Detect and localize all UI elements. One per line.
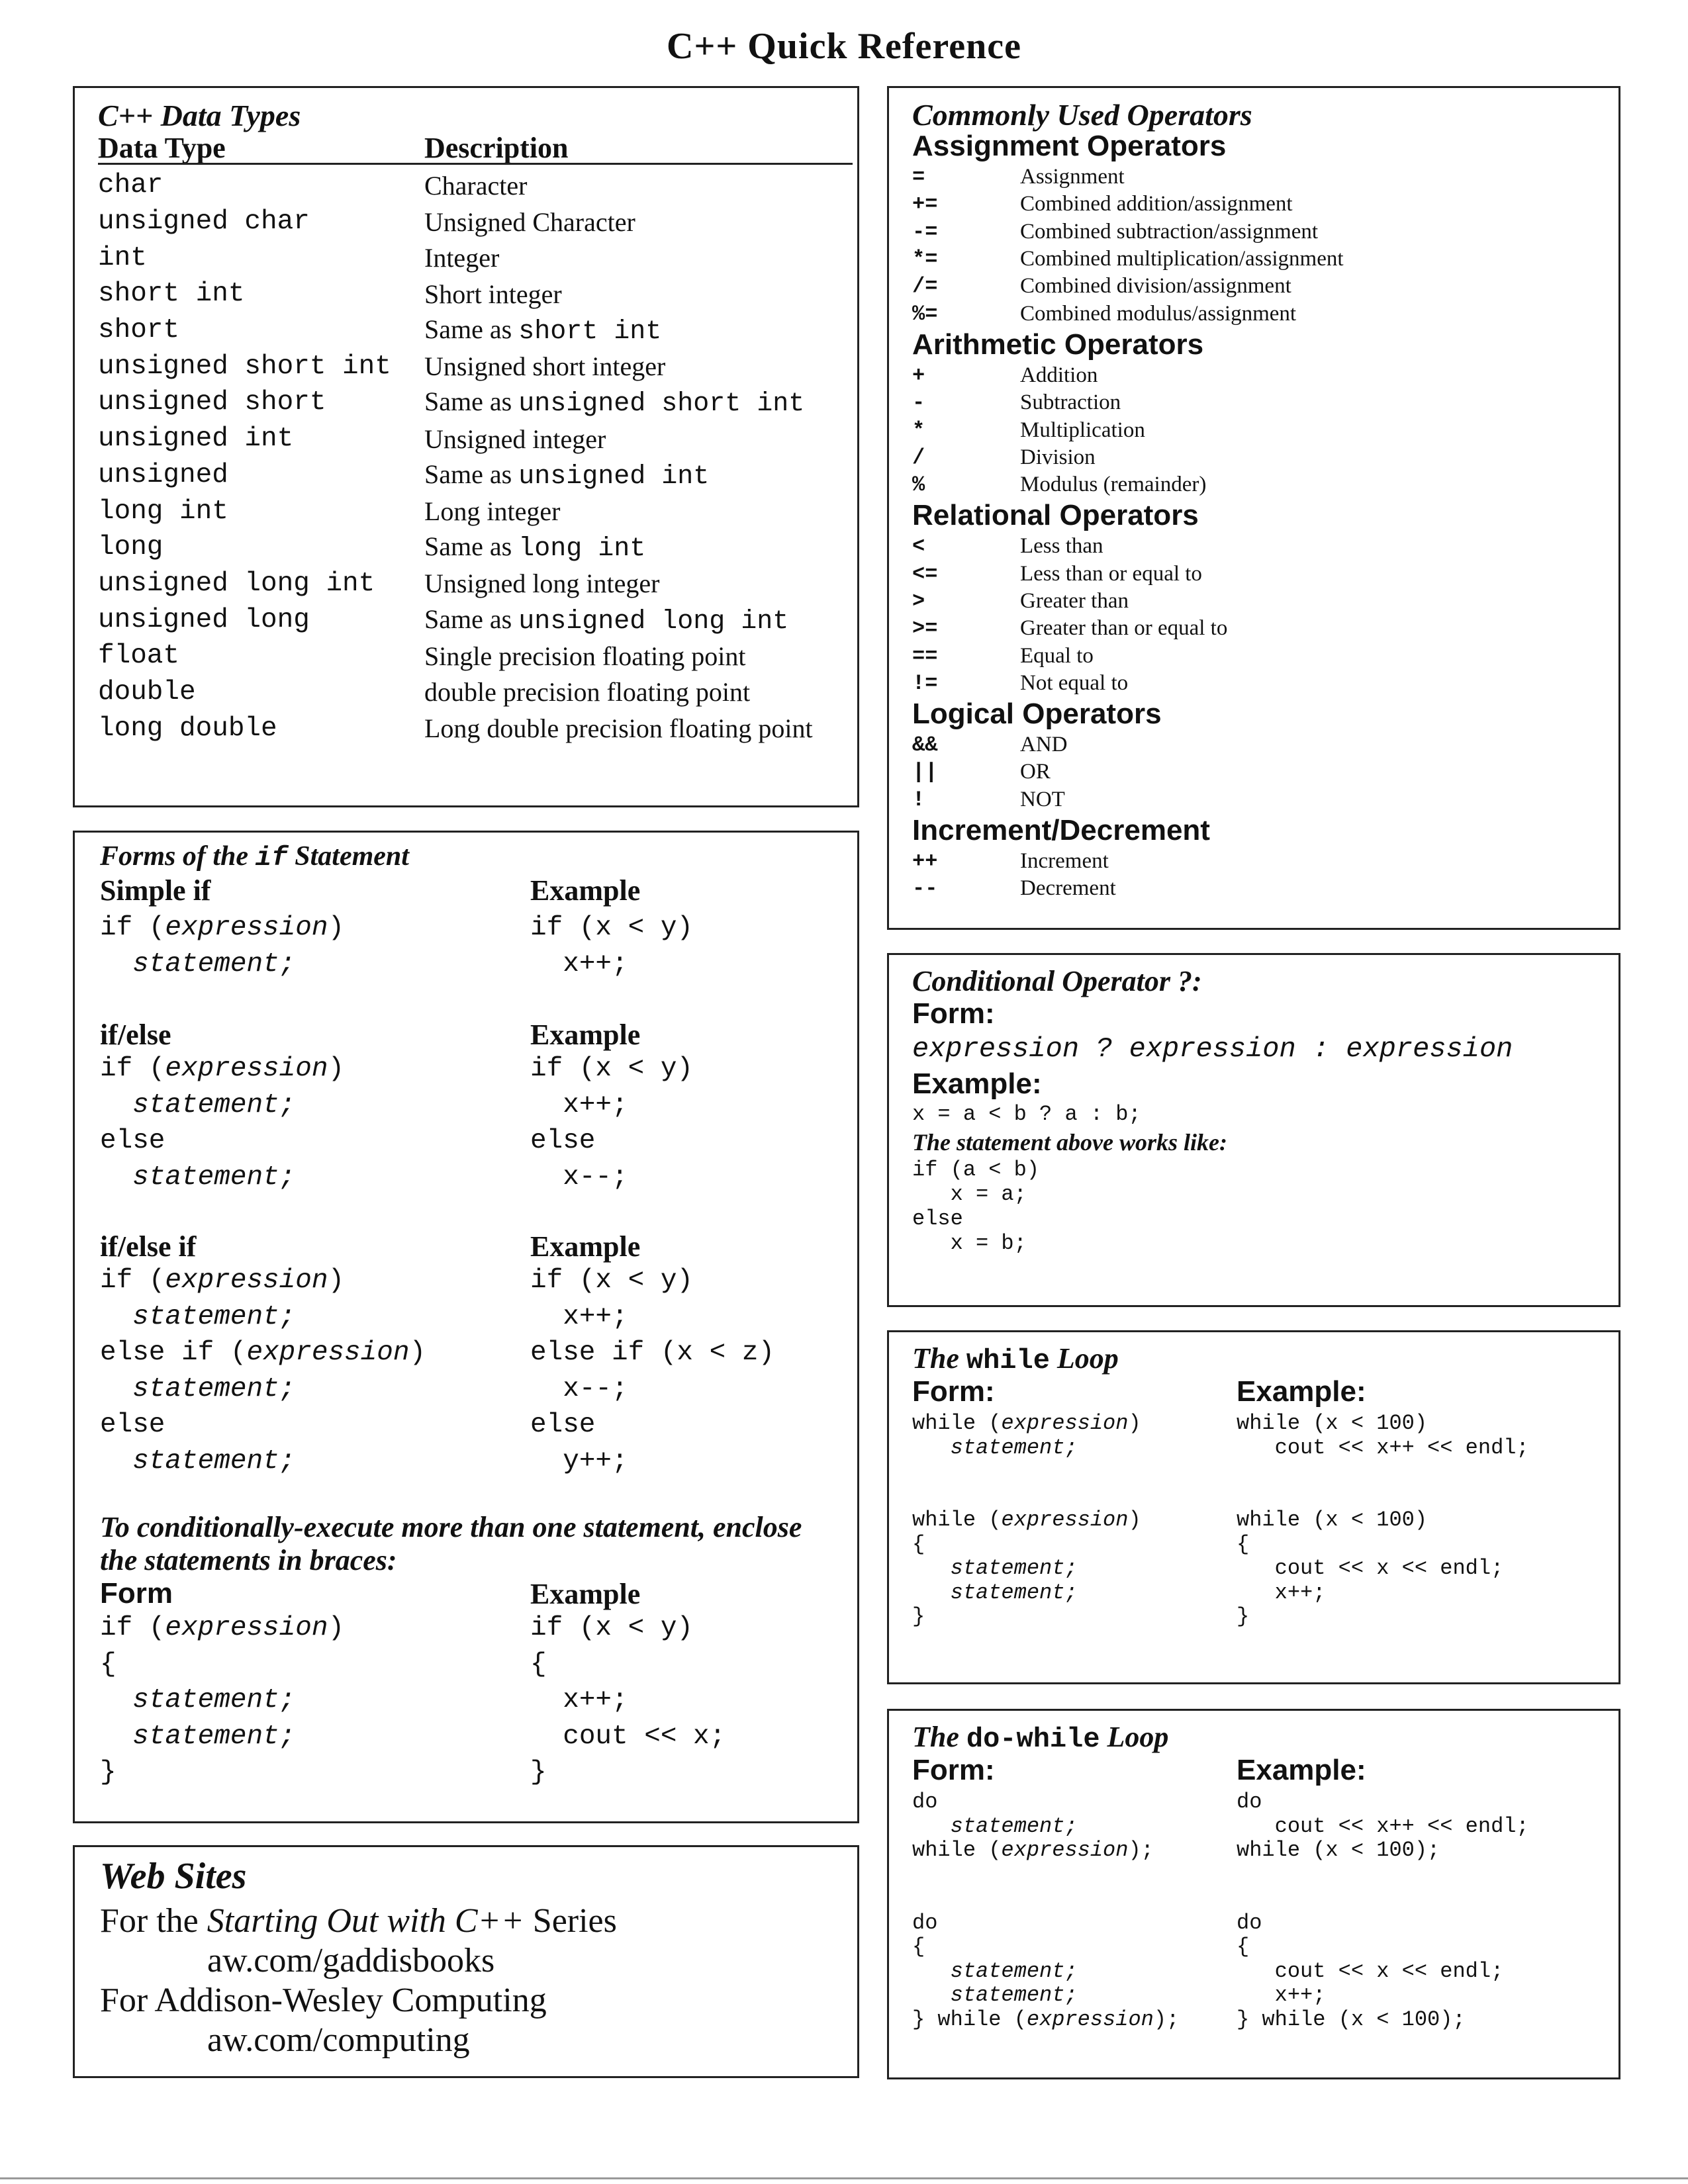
data-type-description: Same as unsigned int bbox=[424, 459, 710, 492]
data-type-row bbox=[98, 348, 853, 385]
page-bottom-rule bbox=[0, 2177, 1688, 2179]
while-examples: while (x < 100) cout << x++ << endl; while (x < 100) { cout << x << endl; x++; } bbox=[1237, 1411, 1529, 1629]
operator-row bbox=[912, 191, 1614, 218]
do-while-loop-title: The do-while Loop bbox=[912, 1721, 1169, 1755]
if-forms-title: Forms of the if Statement bbox=[100, 841, 409, 874]
data-type-description: Integer bbox=[424, 243, 500, 273]
description-column-header: Description bbox=[424, 132, 569, 164]
operator-symbol: + bbox=[912, 363, 925, 388]
operator-description: Subtraction bbox=[1020, 390, 1121, 415]
data-types-title: C++ Data Types bbox=[98, 99, 301, 132]
data-type-row bbox=[98, 457, 853, 494]
operator-row bbox=[912, 300, 1614, 327]
while-forms: while (expression) statement; while (expression) { statement; statement; } bbox=[912, 1411, 1141, 1629]
operator-description: OR bbox=[1020, 760, 1051, 784]
data-types-box bbox=[73, 86, 859, 807]
operators-list bbox=[912, 129, 1614, 903]
data-type-name: long int bbox=[98, 496, 228, 527]
computing-url-link[interactable]: aw.com/computing bbox=[207, 2021, 470, 2059]
simple-if-example: if (x < y) x++; bbox=[530, 913, 694, 979]
example-heading: Example bbox=[530, 1230, 641, 1263]
operator-symbol: >= bbox=[912, 616, 938, 641]
operator-row bbox=[912, 246, 1614, 273]
data-type-description: Unsigned long integer bbox=[424, 569, 660, 599]
if-else-form: if (expression) statement; else statement; bbox=[100, 1054, 345, 1193]
data-type-row bbox=[98, 566, 853, 602]
operator-description: Equal to bbox=[1020, 643, 1094, 668]
data-type-name: int bbox=[98, 242, 147, 273]
data-type-description: Same as unsigned long int bbox=[424, 604, 789, 637]
operator-description: Not equal to bbox=[1020, 670, 1129, 695]
operator-description: Less than or equal to bbox=[1020, 561, 1202, 586]
operator-group-heading: Increment/Decrement bbox=[912, 813, 1210, 846]
series-line: For the Starting Out with C++ Series bbox=[100, 1902, 617, 1940]
simple-if-form: if (expression) statement; bbox=[100, 913, 345, 979]
data-type-row bbox=[98, 674, 853, 711]
operator-symbol: - bbox=[912, 390, 925, 416]
do-while-loop-box bbox=[887, 1709, 1620, 2079]
operator-symbol: > bbox=[912, 589, 925, 614]
operator-row bbox=[912, 731, 1614, 758]
if-else-example: if (x < y) x++; else x--; bbox=[530, 1054, 694, 1193]
data-type-row bbox=[98, 167, 853, 204]
operator-symbol: %= bbox=[912, 301, 938, 326]
data-type-description: double precision floating point bbox=[424, 677, 751, 707]
operator-row bbox=[912, 670, 1614, 697]
data-type-name: char bbox=[98, 170, 164, 201]
operator-symbol: % bbox=[912, 473, 925, 498]
data-type-description: Unsigned short integer bbox=[424, 351, 666, 382]
operator-symbol: && bbox=[912, 733, 938, 758]
if-else-if-form: if (expression) statement; else if (expression) statement; else statement; bbox=[100, 1265, 426, 1477]
operator-row bbox=[912, 163, 1614, 191]
data-type-row bbox=[98, 493, 853, 529]
operator-row bbox=[912, 389, 1614, 416]
operator-symbol: ++ bbox=[912, 849, 938, 874]
operator-group-heading: Logical Operators bbox=[912, 698, 1162, 731]
data-type-row bbox=[98, 710, 853, 779]
data-type-description: Single precision floating point bbox=[424, 641, 746, 671]
operator-row bbox=[912, 273, 1614, 300]
operator-row bbox=[912, 444, 1614, 471]
data-type-description: Long integer bbox=[424, 496, 561, 527]
operator-symbol: = bbox=[912, 165, 925, 190]
operator-row bbox=[912, 362, 1614, 389]
operator-symbol: || bbox=[912, 760, 938, 785]
data-type-row bbox=[98, 638, 853, 674]
form-label: Form: bbox=[912, 997, 995, 1030]
operator-description: Multiplication bbox=[1020, 418, 1145, 442]
braces-note: To conditionally-execute more than one statement, enclose the statements in braces: bbox=[100, 1511, 802, 1576]
data-type-row bbox=[98, 421, 853, 457]
if-else-if-example: if (x < y) x++; else if (x < z) x--; else y++; bbox=[530, 1265, 775, 1477]
operator-symbol: += bbox=[912, 192, 938, 217]
data-type-name: unsigned bbox=[98, 459, 228, 490]
data-types-table bbox=[98, 167, 853, 779]
operator-row bbox=[912, 848, 1614, 875]
operator-row bbox=[912, 561, 1614, 588]
operator-description: Combined addition/assignment bbox=[1020, 192, 1293, 216]
operator-symbol: /= bbox=[912, 274, 938, 299]
do-while-forms: do statement; while (expression); do { statement; statement; } while (expression); bbox=[912, 1790, 1180, 2032]
conditional-title: Conditional Operator ?: bbox=[912, 965, 1202, 997]
conditional-example: x = a < b ? a : b; bbox=[912, 1102, 1141, 1126]
if-else-if-heading: if/else if bbox=[100, 1230, 197, 1263]
operator-row bbox=[912, 218, 1614, 246]
operator-row bbox=[912, 786, 1614, 813]
operator-row bbox=[912, 588, 1614, 615]
data-type-column-header: Data Type bbox=[98, 132, 226, 164]
data-type-row bbox=[98, 312, 853, 349]
data-type-row bbox=[98, 204, 853, 240]
braces-form: if (expression) { statement; statement; } bbox=[100, 1613, 345, 1788]
operator-group-heading: Assignment Operators bbox=[912, 130, 1227, 162]
operator-row bbox=[912, 758, 1614, 786]
page-title: C++ Quick Reference bbox=[667, 26, 1021, 67]
data-type-row bbox=[98, 529, 853, 566]
braces-example: if (x < y) { x++; cout << x; } bbox=[530, 1613, 726, 1788]
operator-row bbox=[912, 533, 1614, 560]
data-type-description: Short integer bbox=[424, 279, 562, 309]
web-sites-title: Web Sites bbox=[100, 1856, 247, 1897]
operator-description: NOT bbox=[1020, 787, 1065, 811]
operator-description: Addition bbox=[1020, 363, 1098, 387]
conditional-operator-box bbox=[887, 953, 1620, 1307]
data-type-description: Unsigned integer bbox=[424, 424, 606, 454]
operator-symbol: -- bbox=[912, 876, 938, 901]
data-type-row bbox=[98, 602, 853, 638]
data-type-name: double bbox=[98, 676, 196, 707]
operator-row bbox=[912, 615, 1614, 642]
operator-description: Decrement bbox=[1020, 876, 1116, 901]
operator-symbol: == bbox=[912, 643, 938, 668]
example-heading: Example bbox=[530, 1578, 641, 1610]
conditional-note: The statement above works like: bbox=[912, 1129, 1227, 1156]
data-type-description: Same as short int bbox=[424, 314, 662, 347]
data-type-name: long bbox=[98, 532, 164, 563]
data-type-name: unsigned long int bbox=[98, 568, 375, 599]
gaddis-url-link[interactable]: aw.com/gaddisbooks bbox=[207, 1942, 495, 1979]
while-loop-title: The while Loop bbox=[912, 1342, 1119, 1377]
example-label: Example: bbox=[912, 1068, 1042, 1100]
conditional-form: expression ? expression : expression bbox=[912, 1033, 1513, 1065]
header-rule bbox=[98, 163, 853, 165]
if-else-heading: if/else bbox=[100, 1019, 171, 1051]
form-label: Form: bbox=[912, 1754, 995, 1786]
operator-description: Combined division/assignment bbox=[1020, 274, 1291, 298]
data-type-row bbox=[98, 276, 853, 312]
operator-row bbox=[912, 471, 1614, 498]
data-type-name: unsigned short int bbox=[98, 351, 391, 382]
data-type-name: float bbox=[98, 641, 180, 672]
operator-symbol: != bbox=[912, 670, 938, 696]
operator-description: Increment bbox=[1020, 849, 1109, 874]
data-type-row bbox=[98, 240, 853, 276]
data-type-row bbox=[98, 385, 853, 421]
while-loop-box bbox=[887, 1330, 1620, 1684]
data-type-description: Unsigned Character bbox=[424, 206, 635, 237]
operators-box bbox=[887, 86, 1620, 930]
data-type-description: Same as long int bbox=[424, 531, 646, 565]
example-label: Example: bbox=[1237, 1375, 1366, 1408]
operator-description: Combined subtraction/assignment bbox=[1020, 219, 1319, 244]
do-while-examples: do cout << x++ << endl; while (x < 100); do { cout << x << endl; x++; } while (x < 100); bbox=[1237, 1790, 1529, 2032]
operator-symbol: < bbox=[912, 534, 925, 559]
example-label: Example: bbox=[1237, 1754, 1366, 1786]
operator-symbol: * bbox=[912, 418, 925, 443]
operator-description: Greater than or equal to bbox=[1020, 616, 1228, 641]
data-type-name: unsigned char bbox=[98, 206, 310, 238]
data-type-name: unsigned long bbox=[98, 604, 310, 635]
data-type-name: long double bbox=[98, 713, 277, 745]
if-forms-box bbox=[73, 831, 859, 1823]
example-heading: Example bbox=[530, 1019, 641, 1051]
data-type-name: unsigned int bbox=[98, 424, 294, 455]
conditional-equivalent: if (a < b) x = a; else x = b; bbox=[912, 1158, 1040, 1255]
operator-description: Modulus (remainder) bbox=[1020, 473, 1207, 497]
operators-title: Commonly Used Operators bbox=[912, 98, 1252, 132]
simple-if-heading: Simple if bbox=[100, 874, 211, 907]
computing-line: For Addison-Wesley Computing bbox=[100, 1981, 547, 2019]
form-heading: Form bbox=[100, 1577, 173, 1610]
data-type-name: short bbox=[98, 315, 180, 346]
example-heading: Example bbox=[530, 874, 641, 907]
operator-row bbox=[912, 875, 1614, 902]
operator-symbol: <= bbox=[912, 561, 938, 586]
operator-row bbox=[912, 416, 1614, 443]
operator-description: Less than bbox=[1020, 534, 1103, 559]
operator-description: Combined modulus/assignment bbox=[1020, 301, 1297, 326]
operator-symbol: *= bbox=[912, 247, 938, 272]
data-type-description: Long double precision floating point bbox=[424, 713, 813, 744]
web-sites-box bbox=[73, 1845, 859, 2078]
operator-description: AND bbox=[1020, 733, 1068, 757]
operator-symbol: ! bbox=[912, 787, 925, 812]
operator-group-heading: Arithmetic Operators bbox=[912, 328, 1204, 361]
data-type-description: Same as unsigned short int bbox=[424, 387, 805, 420]
operator-description: Greater than bbox=[1020, 589, 1129, 613]
operator-row bbox=[912, 642, 1614, 669]
operator-description: Combined multiplication/assignment bbox=[1020, 247, 1344, 271]
operator-symbol: / bbox=[912, 445, 925, 470]
operator-description: Assignment bbox=[1020, 165, 1125, 189]
operator-group-heading: Relational Operators bbox=[912, 499, 1199, 532]
operator-symbol: -= bbox=[912, 219, 938, 244]
data-type-name: short int bbox=[98, 279, 245, 310]
data-type-description: Character bbox=[424, 170, 528, 201]
operator-description: Division bbox=[1020, 445, 1096, 469]
data-type-name: unsigned short bbox=[98, 387, 326, 418]
form-label: Form: bbox=[912, 1375, 995, 1408]
